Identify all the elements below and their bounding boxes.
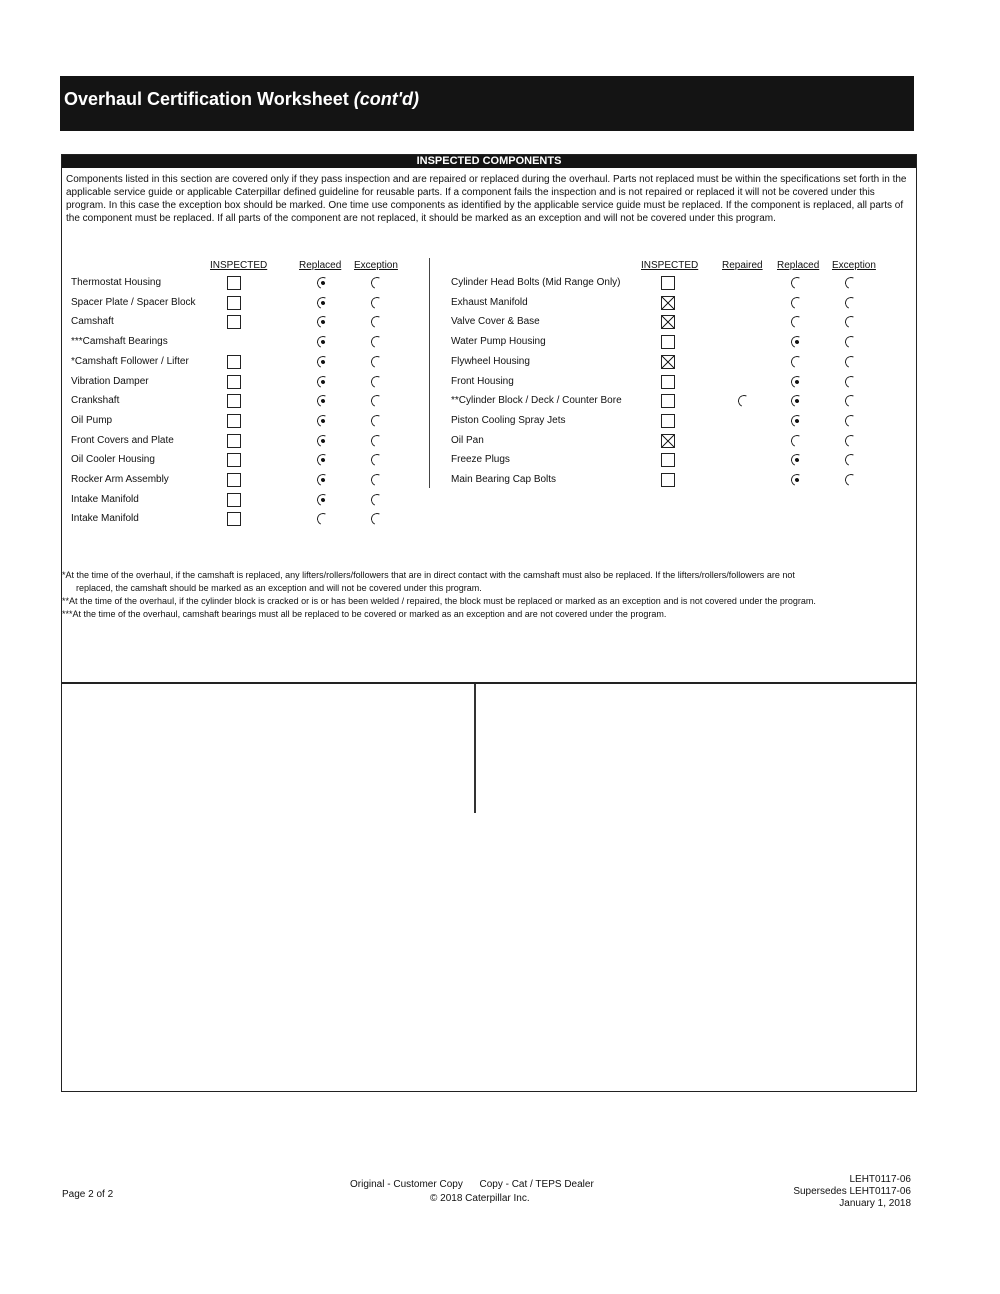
lower-panel-divider — [474, 684, 476, 813]
component-label: Valve Cover & Base — [451, 316, 540, 328]
inspected-checkbox[interactable] — [227, 473, 241, 487]
left-header-exception: Exception — [354, 260, 398, 271]
inspected-checkbox[interactable] — [661, 473, 675, 487]
section-divider — [62, 682, 916, 684]
component-label: ***Camshaft Bearings — [71, 336, 168, 348]
page-title — [64, 89, 419, 110]
issue-date: January 1, 2018 — [839, 1198, 911, 1209]
inspected-checkbox[interactable] — [227, 296, 241, 310]
component-label: Piston Cooling Spray Jets — [451, 414, 566, 426]
inspected-checkbox[interactable] — [227, 355, 241, 369]
inspected-checkbox[interactable] — [661, 414, 675, 428]
inspected-checkbox[interactable] — [661, 335, 675, 349]
component-label: Oil Pump — [71, 414, 113, 426]
inspected-checkbox[interactable] — [227, 375, 241, 389]
page-title-main: Overhaul Certification Worksheet — [64, 89, 349, 109]
inspected-checkbox[interactable] — [661, 375, 675, 389]
component-label: Rocker Arm Assembly — [71, 474, 169, 485]
page-title-suffix: (cont'd) — [353, 89, 420, 109]
inspected-checkbox[interactable] — [661, 453, 675, 467]
section-title: INSPECTED COMPONENTS — [416, 155, 562, 167]
component-label: Oil Cooler Housing — [71, 454, 155, 466]
inspected-checkbox[interactable] — [227, 453, 241, 467]
component-label: Intake Manifold — [71, 493, 139, 505]
component-label: Main Bearing Cap Bolts — [451, 474, 557, 485]
doc-number: LEHT0117-06 — [849, 1174, 911, 1185]
supersedes: Supersedes LEHT0117-06 — [793, 1186, 911, 1197]
component-label: Water Pump Housing — [451, 336, 546, 348]
component-label: Vibration Damper — [71, 375, 149, 387]
section-intro-text: Components listed in this section are covered only if they pass inspection and are repaired or replaced during the overhaul. Parts not replaced must be within the specifications set forth in the applicable service guide or applicable Caterpillar defined guideline for reusable parts. If a component fails the inspection and is not repaired or replaced it will not be covered under this program. In this case the exception box should be marked. One time use components as identified by the applicable service guide must be replaced. If the component is replaced, all parts of the component must be replaced. If all parts of the component are not replaced, it should be marked as an exception and will not be covered under this program. — [66, 174, 907, 224]
inspected-checkbox[interactable] — [661, 355, 675, 369]
inspected-checkbox[interactable] — [227, 276, 241, 290]
page-number: Page 2 of 2 — [62, 1189, 114, 1200]
component-label: Flywheel Housing — [451, 355, 530, 367]
footnote-cylinder-block: **At the time of the overhaul, if the cylinder block is cracked or is or has been welded / repaired, the block must be replaced or marked as an exception and is not covered under the program. — [62, 596, 816, 606]
inspected-checkbox[interactable] — [661, 434, 675, 448]
inspected-checkbox[interactable] — [227, 394, 241, 408]
component-label: Oil Pan — [451, 434, 484, 446]
component-label: Crankshaft — [71, 395, 120, 407]
inspected-checkbox[interactable] — [227, 434, 241, 448]
left-header-inspected: INSPECTED — [210, 260, 268, 271]
component-label: Cylinder Head Bolts (Mid Range Only) — [451, 277, 621, 288]
copyright: © 2018 Caterpillar Inc. — [430, 1193, 530, 1204]
footnote-camshaft-bearings: ***At the time of the overhaul, camshaft bearings must all be replaced to be covered or marked as an exception and are not covered under the program. — [62, 609, 667, 619]
copy-line: Original - Customer Copy Copy - Cat / TEPS Dealer — [350, 1179, 594, 1190]
component-label: Front Covers and Plate — [71, 434, 174, 446]
right-header-repaired: Repaired — [722, 260, 763, 271]
footnote-camshaft-cont: replaced, the camshaft should be marked as an exception and will not be covered under this program. — [76, 583, 482, 593]
footnote-camshaft: *At the time of the overhaul, if the camshaft is replaced, any lifters/rollers/followers that are in direct contact with the camshaft must also be replaced. If the lifters/rollers/followers are not — [62, 570, 795, 580]
component-label: Freeze Plugs — [451, 454, 510, 466]
component-label: *Camshaft Follower / Lifter — [71, 355, 189, 367]
component-label: **Cylinder Block / Deck / Counter Bore — [451, 395, 622, 407]
component-label: Front Housing — [451, 375, 514, 387]
inspected-checkbox[interactable] — [661, 315, 675, 329]
left-header-replaced: Replaced — [299, 260, 342, 271]
form-frame — [61, 154, 917, 1092]
inspected-checkbox[interactable] — [661, 394, 675, 408]
component-label: Intake Manifold — [71, 513, 139, 525]
component-label: Thermostat Housing — [71, 277, 162, 288]
inspected-checkbox[interactable] — [661, 296, 675, 310]
component-label: Exhaust Manifold — [451, 296, 528, 308]
inspected-checkbox[interactable] — [227, 315, 241, 329]
right-header-inspected: INSPECTED — [641, 260, 699, 271]
inspected-checkbox[interactable] — [227, 512, 241, 526]
right-header-replaced: Replaced — [777, 260, 820, 271]
column-divider — [429, 258, 430, 488]
component-label: Camshaft — [71, 316, 114, 328]
footnotes — [62, 569, 902, 621]
right-header-exception: Exception — [832, 260, 876, 271]
inspected-checkbox[interactable] — [661, 276, 675, 290]
component-label: Spacer Plate / Spacer Block — [71, 296, 196, 308]
inspected-checkbox[interactable] — [227, 493, 241, 507]
inspected-checkbox[interactable] — [227, 414, 241, 428]
